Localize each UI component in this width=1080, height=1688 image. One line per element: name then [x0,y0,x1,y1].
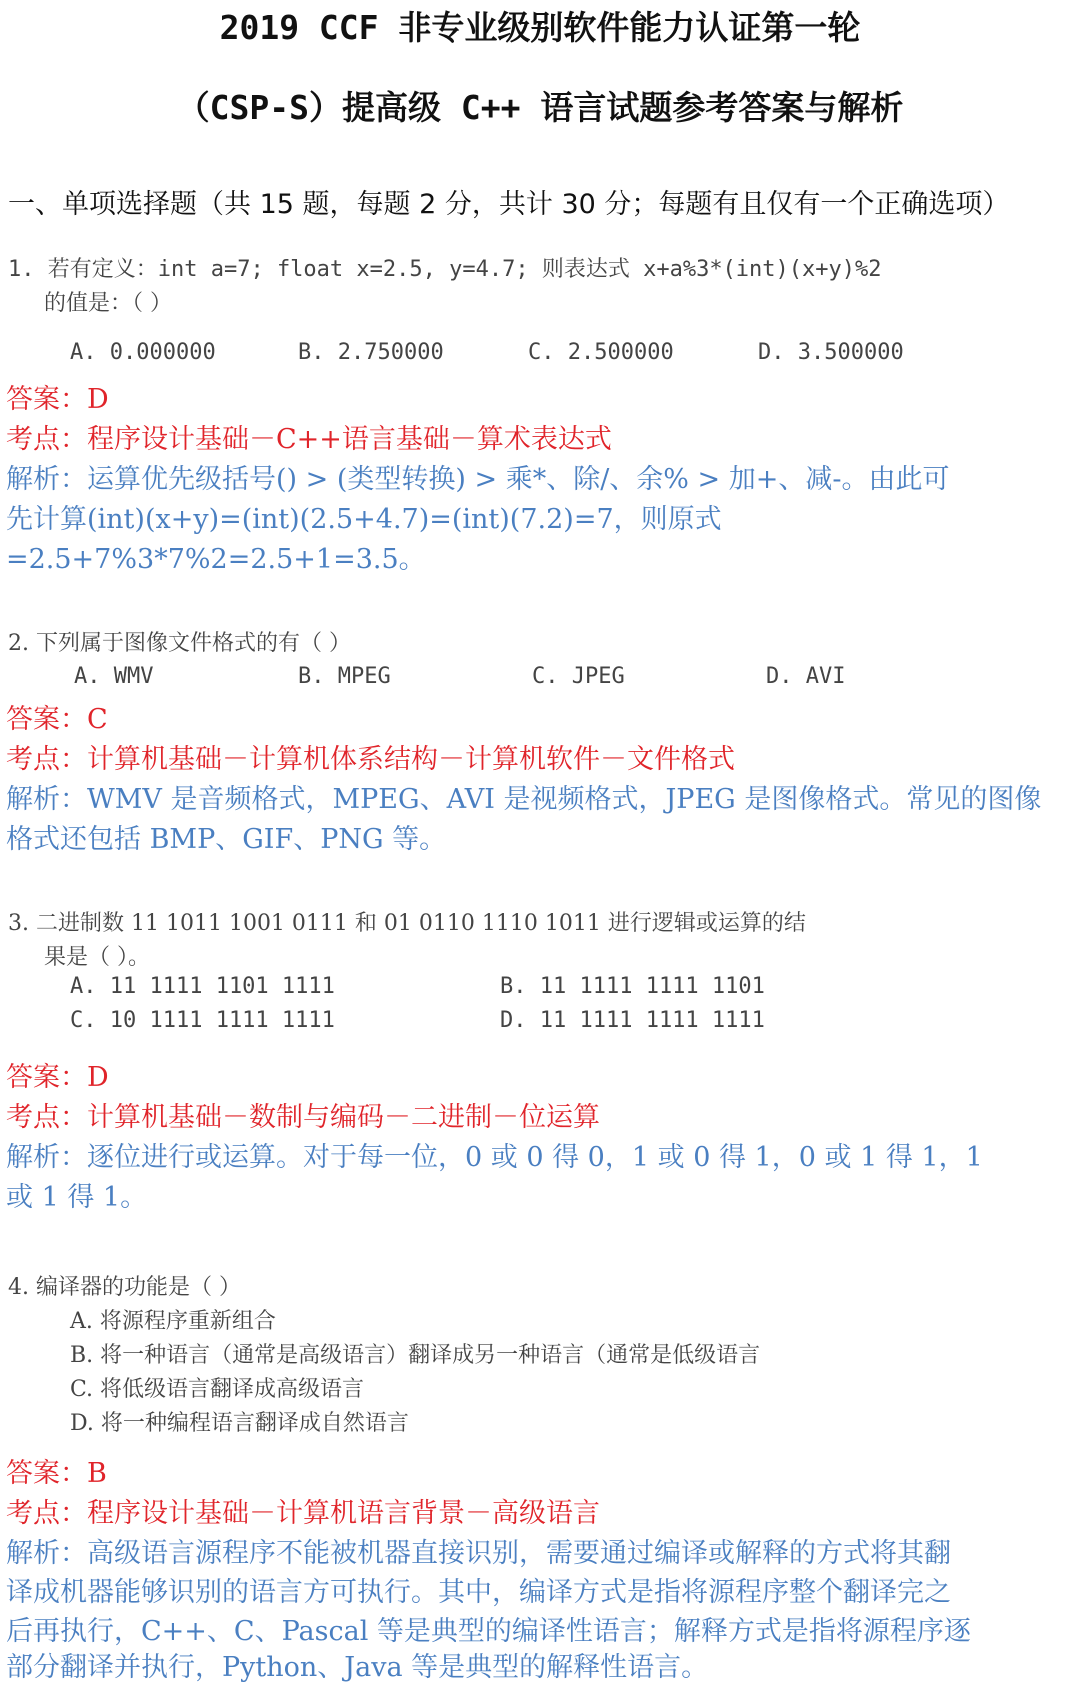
q4-stem: 4. 编译器的功能是（ ） [8,1275,241,1300]
q4-analysis-line3: 后再执行，C++、C、Pascal 等是典型的编译性语言；解释方式是指将源程序逐 [6,1616,971,1647]
q2-answer: 答案：C [6,704,108,735]
q2-option-d: D. AVI [766,664,846,689]
q3-stem-line2: 果是（ ）。 [44,945,150,970]
q2-analysis-line2: 格式还包括 BMP、GIF、PNG 等。 [6,824,447,855]
section-heading: 一、单项选择题（共 15 题，每题 2 分，共计 30 分；每题有且仅有一个正确选项） [8,189,1010,220]
title-line-2: （CSP-S）提高级 C++ 语言试题参考答案与解析 [176,88,904,127]
q4-option-c: C. 将低级语言翻译成高级语言 [70,1377,365,1402]
q3-stem-line1: 3. 二进制数 11 1011 1001 0111 和 01 0110 1110 1011 进行逻辑或运算的结 [8,911,806,936]
q1-option-a: A. 0.000000 [70,340,216,365]
q2-analysis-line1: 解析：WMV 是音频格式，MPEG、AVI 是视频格式，JPEG 是图像格式。常见的图像 [6,784,1042,815]
q2-stem: 2. 下列属于图像文件格式的有（ ） [8,631,351,656]
q3-option-a: A. 11 1111 1101 1111 [70,974,335,999]
q4-topic: 考点：程序设计基础－计算机语言背景－高级语言 [6,1498,600,1529]
q4-analysis-line1: 解析：高级语言源程序不能被机器直接识别，需要通过编译或解释的方式将其翻 [6,1538,951,1569]
q3-option-b: B. 11 1111 1111 1101 [500,974,765,999]
q1-option-b: B. 2.750000 [298,340,444,365]
q1-analysis-line2: 先计算(int)(x+y)=(int)(2.5+4.7)=(int)(7.2)=7，则原式 [6,504,722,535]
q1-option-d: D. 3.500000 [758,340,904,365]
q3-option-c: C. 10 1111 1111 1111 [70,1008,335,1033]
q1-stem-line2: 的值是：（ ） [44,291,172,316]
title-line-1: 2019 CCF 非专业级别软件能力认证第一轮 [219,8,861,47]
q2-option-a: A. WMV [74,664,154,689]
q1-analysis-line1: 解析：运算优先级括号() > (类型转换) > 乘*、除/、余% > 加+、减-。由此可 [6,464,950,495]
q4-analysis-line4: 部分翻译并执行，Python、Java 等是典型的解释性语言。 [6,1652,709,1683]
q3-analysis-line2: 或 1 得 1。 [6,1182,148,1213]
q1-option-c: C. 2.500000 [528,340,674,365]
q1-stem-line1: 1. 若有定义：int a=7; float x=2.5, y=4.7; 则表达式 x+a%3*(int)(x+y)%2 [8,257,882,282]
q1-analysis-line3: =2.5+7%3*7%2=2.5+1=3.5。 [6,544,426,575]
q1-topic: 考点：程序设计基础－C++语言基础－算术表达式 [6,424,612,455]
q2-option-c: C. JPEG [532,664,625,689]
q1-answer: 答案：D [6,384,109,415]
q4-option-b: B. 将一种语言（通常是高级语言）翻译成另一种语言（通常是低级语言 [70,1343,761,1368]
q4-option-a: A. 将源程序重新组合 [70,1309,276,1334]
q2-option-b: B. MPEG [298,664,391,689]
q3-answer: 答案：D [6,1062,109,1093]
q3-analysis-line1: 解析：逐位进行或运算。对于每一位，0 或 0 得 0，1 或 0 得 1，0 或 1 得 1，1 [6,1142,983,1173]
q2-topic: 考点：计算机基础－计算机体系结构－计算机软件－文件格式 [6,744,735,775]
q4-answer: 答案：B [6,1458,107,1489]
q3-option-d: D. 11 1111 1111 1111 [500,1008,765,1033]
q4-analysis-line2: 译成机器能够识别的语言方可执行。其中，编译方式是指将源程序整个翻译完之 [6,1577,951,1608]
q4-option-d: D. 将一种编程语言翻译成自然语言 [70,1411,409,1436]
q3-topic: 考点：计算机基础－数制与编码－二进制－位运算 [6,1102,600,1133]
